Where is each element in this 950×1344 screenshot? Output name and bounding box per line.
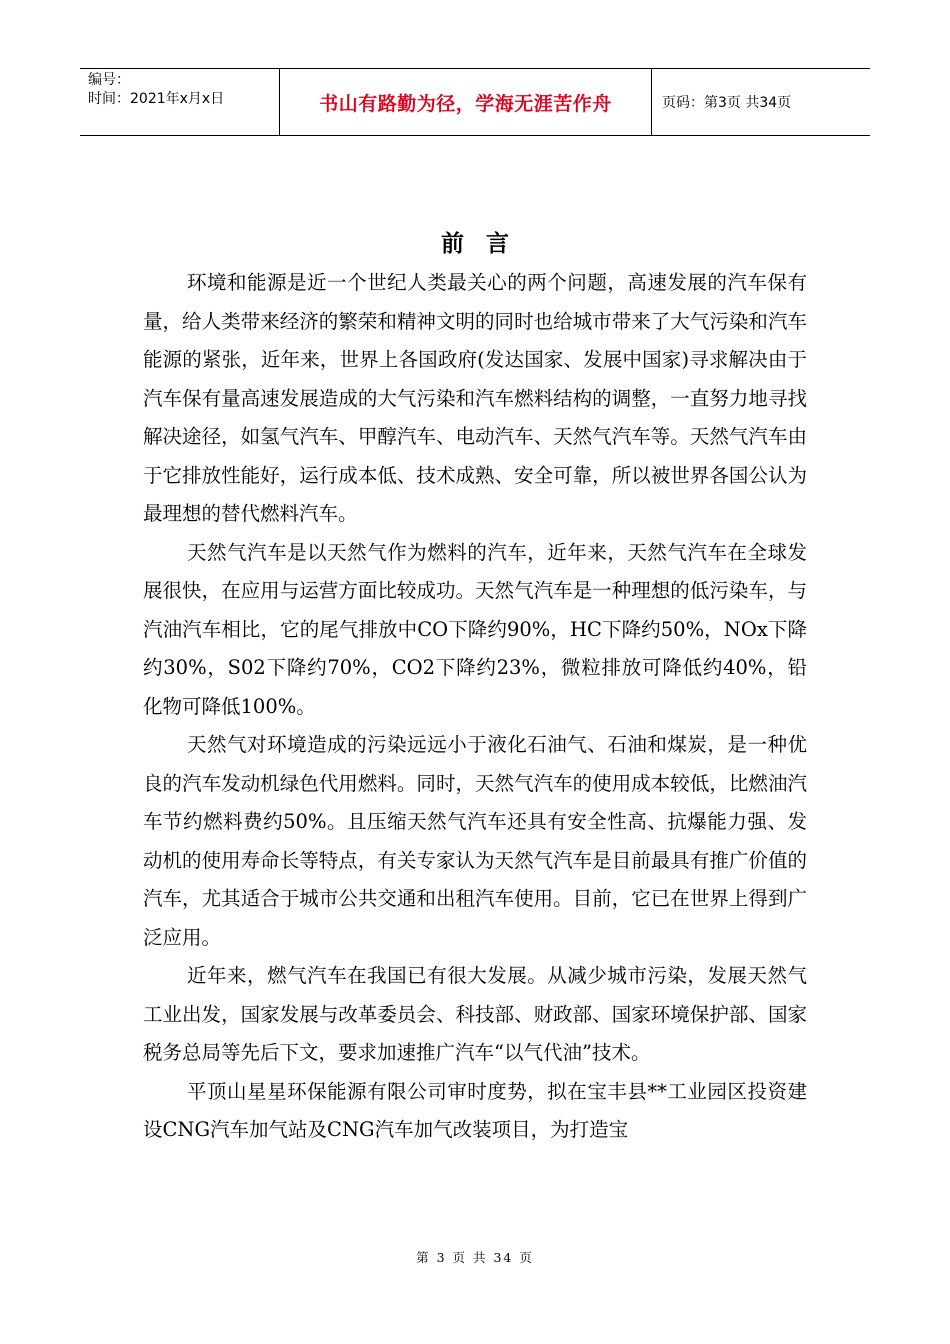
paragraph: 天然气对环境造成的污染远远小于液化石油气、石油和煤炭，是一种优良的汽车发动机绿色代用燃料。同时，天然气汽车的使用成本较低，比燃油汽车节约燃料费约50%。且压缩天然气汽车还具有安全性高、抗爆能力强、发动机的使用寿命长等特点，有关专家认为天然气汽车是目前最具有推广价值的汽车，尤其适合于城市公共交通和出租汽车使用。目前，它已在世界上得到广泛应用。 <box>143 733 807 949</box>
page-footer: 第 3 页 共 34 页 <box>416 1250 534 1265</box>
header-motto: 书山有路勤为径，学海无涯苦作舟 <box>319 92 612 115</box>
page-title: 前言 <box>441 231 531 257</box>
page-header <box>80 68 870 136</box>
paragraph: 天然气汽车是以天然气作为燃料的汽车，近年来，天然气汽车在全球发展很快，在应用与运营方面比较成功。天然气汽车是一种理想的低污染车，与汽油汽车相比，它的尾气排放中CO下降约90%，HC下降约50%，NOx下降约30%，S02下降约70%，CO2下降约23%，微粒排放可降低约40%，铅化物可降低100%。 <box>143 540 807 718</box>
paragraph: 平顶山星星环保能源有限公司审时度势，拟在宝丰县**工业园区投资建设CNG汽车加气站及CNG汽车加气改装项目，为打造宝 <box>143 1079 807 1141</box>
header-motto-cell <box>280 69 652 135</box>
paragraph: 环境和能源是近一个世纪人类最关心的两个问题，高速发展的汽车保有量，给人类带来经济的繁荣和精神文明的同时也给城市带来了大气污染和汽车能源的紧张，近年来，世界上各国政府(发达国家、发展中国家)寻求解决由于汽车保有量高速发展造成的大气污染和汽车燃料结构的调整，一直努力地寻找解决途径，如氢气汽车、甲醇汽车、电动汽车、天然气汽车等。天然气汽车由于它排放性能好，运行成本低、技术成熟、安全可靠，所以被世界各国公认为最理想的替代燃料汽车。 <box>143 271 807 525</box>
header-page-code-cell <box>652 69 870 135</box>
serial-number-label: 编号： <box>88 72 130 88</box>
header-info-cell <box>80 69 280 135</box>
paragraph: 近年来，燃气汽车在我国已有很大发展。从减少城市污染，发展天然气工业出发，国家发展与改革委员会、科技部、财政部、国家环境保护部、国家税务总局等先后下文，要求加速推广汽车“以气代油”技术。 <box>143 964 807 1064</box>
document-body <box>143 264 807 1150</box>
page-code: 页码：第3页 共34页 <box>662 95 792 111</box>
time-label: 时间：2021年x月x日 <box>88 91 225 107</box>
